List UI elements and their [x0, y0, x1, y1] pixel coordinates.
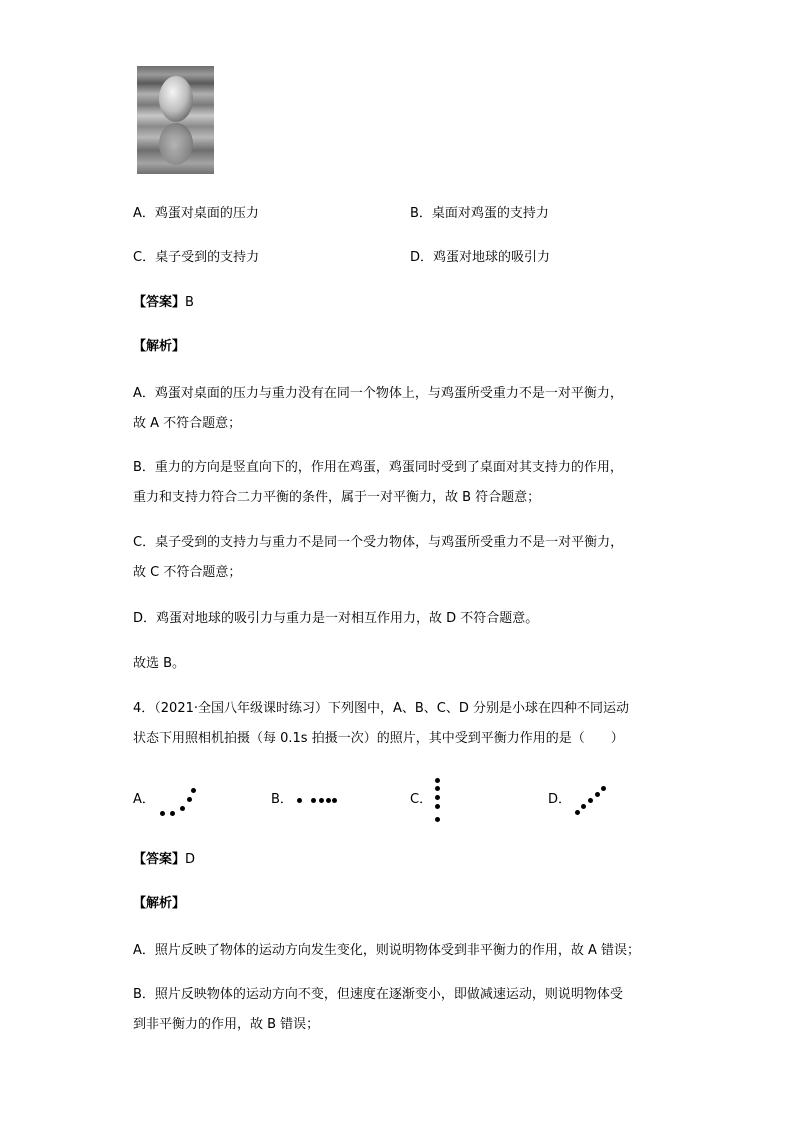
ball-dot: [160, 811, 165, 816]
ball-dot: [187, 797, 192, 802]
analysis-line: A．鸡蛋对桌面的压力与重力没有在同一个物体上，与鸡蛋所受重力不是一对平衡力，: [133, 386, 623, 401]
ball-dot: [435, 795, 440, 800]
analysis-line: 到非平衡力的作用，故 B 错误；: [133, 1017, 320, 1032]
option-b: B．桌面对鸡蛋的支持力: [410, 206, 549, 221]
egg-photo: [137, 66, 214, 174]
ball-dot: [332, 798, 337, 803]
analysis-line: A．照片反映了物体的运动方向发生变化，则说明物体受到非平衡力的作用，故 A 错误；: [133, 943, 641, 958]
ball-dot: [595, 792, 600, 797]
ball-dot: [311, 798, 316, 803]
ball-dot: [191, 788, 196, 793]
ball-dot: [588, 798, 593, 803]
ball-dot: [581, 804, 586, 809]
answer-value: D: [185, 852, 196, 867]
option-a-label: A．: [133, 792, 155, 807]
answer-label: 【答案】: [133, 295, 186, 310]
question-stem: 4．（2021·全国八年级课时练习）下列图中，A、B、C、D 分别是小球在四种不同运动: [133, 701, 630, 716]
ball-dot: [435, 817, 440, 822]
ball-dot: [170, 811, 175, 816]
analysis-line: 故 A 不符合题意；: [133, 416, 242, 431]
analysis-line: B．重力的方向是竖直向下的，作用在鸡蛋，鸡蛋同时受到了桌面对其支持力的作用，: [133, 460, 623, 475]
ball-dot: [435, 786, 440, 791]
ball-dot: [575, 810, 580, 815]
analysis-line: B．照片反映物体的运动方向不变，但速度在逐渐变小，即做减速运动，则说明物体受: [133, 987, 623, 1002]
ball-dot: [435, 778, 440, 783]
option-a: A．鸡蛋对桌面的压力: [133, 206, 259, 221]
ball-dot: [435, 804, 440, 809]
analysis-line: D．鸡蛋对地球的吸引力与重力是一对相互作用力，故 D 不符合题意。: [133, 611, 539, 626]
ball-dot: [297, 798, 302, 803]
ball-dot: [180, 806, 185, 811]
analysis-line: 故 C 不符合题意；: [133, 565, 242, 580]
answer-line-q3: [133, 295, 194, 311]
ball-dot: [319, 798, 324, 803]
ball-dot: [601, 786, 606, 791]
option-c-label: C．: [410, 792, 433, 807]
analysis-label: 【解析】: [133, 339, 186, 354]
answer-label: 【答案】: [133, 852, 186, 867]
option-d: D．鸡蛋对地球的吸引力: [410, 250, 551, 265]
analysis-line: 故选 B。: [133, 656, 186, 671]
option-d-label: D．: [548, 792, 572, 807]
answer-value: B: [185, 295, 194, 310]
answer-line-q4: [133, 852, 195, 868]
option-b-label: B．: [271, 792, 293, 807]
question-stem: 状态下用照相机拍摄（每 0.1s 拍摄一次）的照片，其中受到平衡力作用的是（ ）: [133, 731, 624, 746]
ball-dot: [326, 798, 331, 803]
analysis-label: 【解析】: [133, 896, 186, 911]
analysis-line: 重力和支持力符合二力平衡的条件，属于一对平衡力，故 B 符合题意；: [133, 490, 541, 505]
option-c: C．桌子受到的支持力: [133, 250, 260, 265]
analysis-line: C．桌子受到的支持力与重力不是同一个受力物体，与鸡蛋所受重力不是一对平衡力，: [133, 535, 624, 550]
